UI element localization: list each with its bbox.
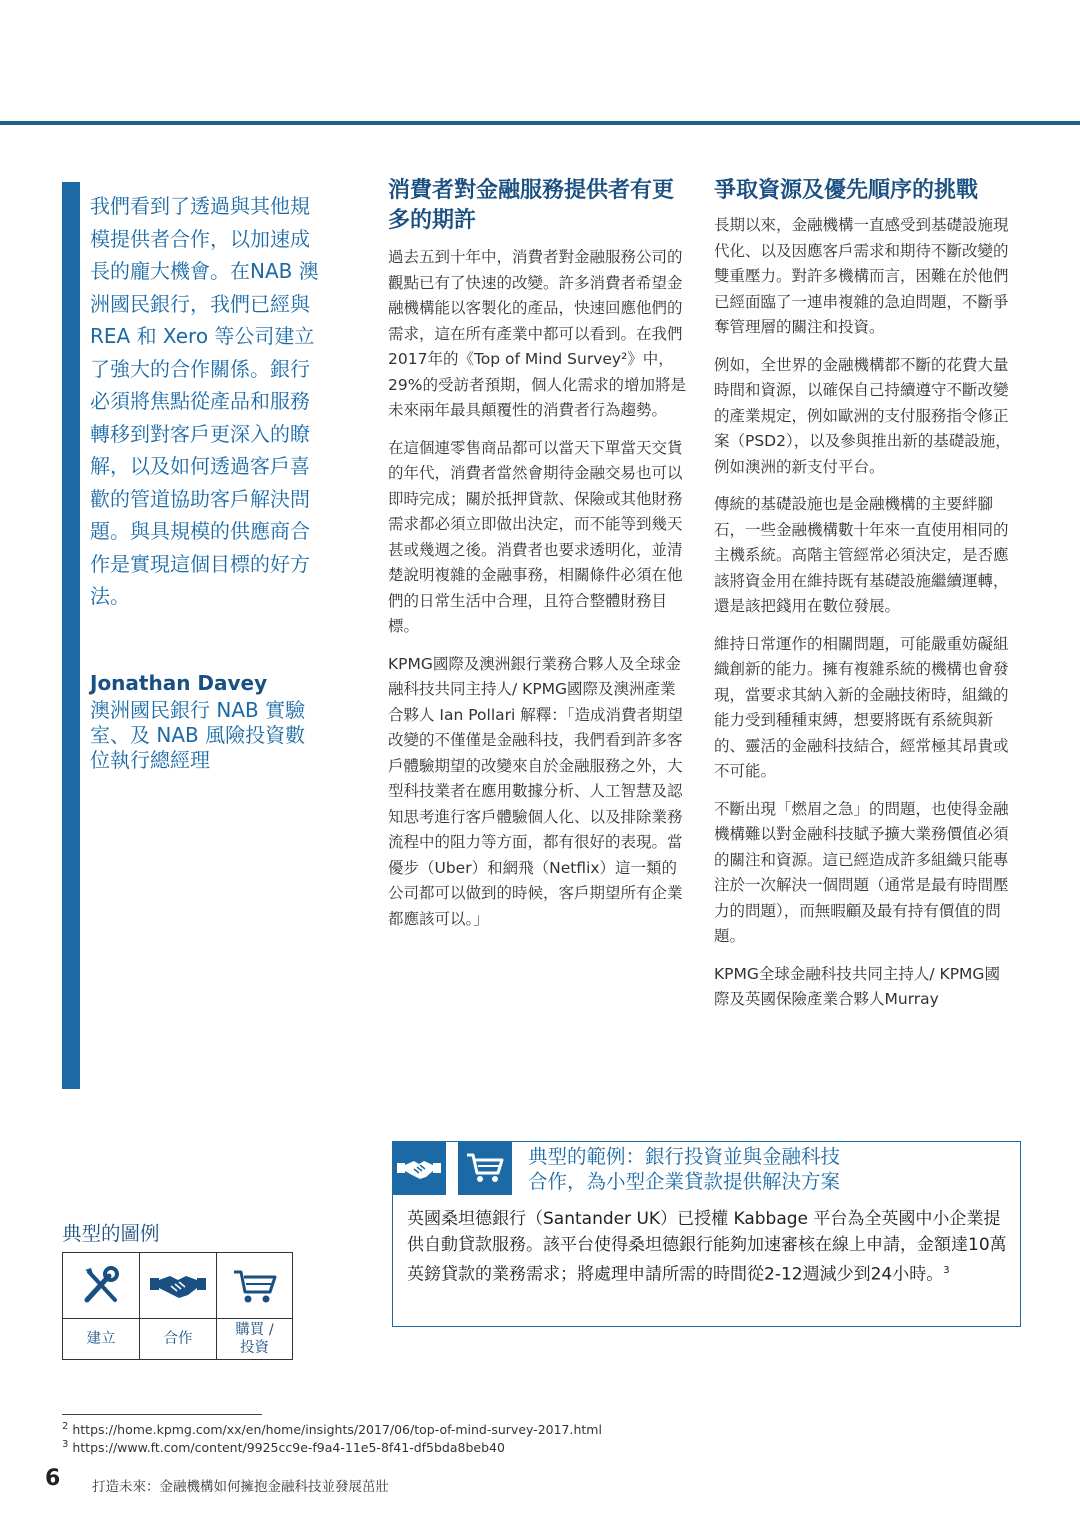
article1-heading: 消費者對金融服務提供者有更多的期許 [388,178,675,233]
page-number: 6 [45,1466,61,1491]
example-title-line2: 合作，為小型企業貸款提供解決方案 [528,1170,841,1193]
article1-body [388,245,688,944]
footnote-divider [62,1414,262,1415]
handshake-icon [140,1253,217,1319]
legend-label-partner: 合作 [140,1319,217,1359]
article1-paragraph: 在這個連零售商品都可以當天下單當天交貨的年代，消費者當然會期待金融交易也可以即時完成；關於抵押貸款、保險或其他財務需求都必須立即做出決定，而不能等到幾天甚或幾週之後。消費者也要求透明化，並清楚說明複雜的金融事務，相關條件必須在他們的日常生活中合理，且符合整體財務目標。 [388,438,683,635]
quote-accent-bar [62,182,80,1089]
legend-label-build: 建立 [63,1319,140,1359]
example-body-text: 英國桑坦德銀行（Santander UK）已授權 Kabbage 平台為全英國中小企業提供自動貸款服務。該平台使得桑坦德銀行能夠加速審核在線上申請，金額達10萬英鎊貸款的業務需求；將處理申請所需的時間從2-12週減少到24小時。 [407,1209,1007,1285]
legend-title: 典型的圖例 [62,1222,160,1245]
quote-attribution [90,668,322,773]
footnote [62,1436,505,1456]
example-body [407,1206,1013,1288]
article2-heading: 爭取資源及優先順序的挑戰 [714,178,979,203]
article2-paragraph: 長期以來，金融機構一直感受到基礎設施現代化、以及因應客戶需求和期待不斷改變的雙重壓力。對許多機構而言，困難在於他們已經面臨了一連串複雜的急迫問題，不斷爭奪管理層的關注和投資。 [714,216,1009,336]
pull-quote-text: 我們看到了透過與其他規模提供者合作，以加速成長的龐大機會。在NAB 澳洲國民銀行，我們已經與 REA 和 Xero 等公司建立了強大的合作關係。銀行必須將焦點從產品和服務轉移到對客戶更深入的瞭解，以及如何透過客戶喜歡的管道協助客戶解決問題。與具規模的供應商合作是實現這個目標的好方法。 [90,194,319,608]
example-title [528,1144,1008,1194]
article2-body [714,213,1014,1025]
article1-paragraph: KPMG國際及澳洲銀行業務合夥人及全球金融科技共同主持人/ KPMG國際及澳洲產業合夥人 Ian Pollari 解釋：「造成消費者期望改變的不僅僅是金融科技，我們看到許多客戶體驗期望的改變來自於金融服務之外，大型科技業者在應用數據分析、人工智慧及認知思考進行客戶體驗個人化、以及排除業務流程中的阻力等方面，都有很好的表現。當優步（Uber）和網飛（Netflix）這一類的公司都可以做到的時候，客戶期望所有企業都應該可以。」 [388,654,683,928]
article2-paragraph: 維持日常運作的相關問題，可能嚴重妨礙組織創新的能力。擁有複雜系統的機構也會發現，當要求其納入新的金融技術時，組織的能力受到種種束縛，想要將既有系統與新的、靈活的金融科技結合，經常極其昂貴或不可能。 [714,634,1009,780]
example-title-line1: 典型的範例：銀行投資並與金融科技 [528,1145,841,1168]
top-divider [0,121,1080,125]
wrench-screwdriver-icon [63,1253,140,1319]
article2-paragraph: 不斷出現「燃眉之急」的問題，也使得金融機構難以對金融科技賦予擴大業務價值必須的關注和資源。這已經造成許多組織只能專注於一次解決一個問題（通常是最有時間壓力的問題），而無暇顧及最有持有價值的問題。 [714,799,1009,945]
article2-paragraph: 傳統的基礎設施也是金融機構的主要絆腳石，一些金融機構數十年來一直使用相同的主機系統。高階主管經常必須決定，是否應該將資金用在維持既有基礎設施繼續運轉，還是該把錢用在數位發展。 [714,495,1009,615]
shopping-cart-icon [458,1141,512,1195]
handshake-icon [392,1141,446,1195]
quote-author-title: 澳洲國民銀行 NAB 實驗室、及 NAB 風險投資數位執行總經理 [90,698,306,772]
footnote-link[interactable]: https://www.ft.com/content/9925cc9e-f9a4-11e5-8f41-df5bda8beb40 [72,1440,505,1456]
article2-paragraph: KPMG全球金融科技共同主持人/ KPMG國際及英國保險產業合夥人Murray [714,964,1000,1008]
legend-table [62,1252,293,1360]
article2-paragraph: 例如，全世界的金融機構都不斷的花費大量時間和資源，以確保自己持續遵守不斷改變的產業規定，例如歐洲的支付服務指令修正案（PSD2），以及參與推出新的基礎設施，例如澳洲的新支付平台。 [714,355,1011,476]
legend-label-buy-invest: 購買 / 投資 [235,1322,274,1356]
footnote-link[interactable]: https://home.kpmg.com/xx/en/home/insights/2017/06/top-of-mind-survey-2017.html [72,1422,602,1438]
footnote-number: 3 [62,1439,69,1450]
shopping-cart-icon [217,1253,292,1319]
pull-quote [90,190,322,613]
article1-paragraph: 過去五到十年中，消費者對金融服務公司的觀點已有了快速的改變。許多消費者希望金融機構能以客製化的產品，快速回應他們的需求，這在所有產業中都可以看到。在我們2017年的《Top of Mind Survey²》中，29%的受訪者預期，個人化需求的增加將是未來兩年最具顛覆性的消費者行為趨勢。 [388,248,686,419]
footnote-ref: 3 [943,1265,950,1276]
footer-title: 打造未來：金融機構如何擁抱金融科技並發展茁壯 [92,1479,389,1495]
quote-author-name: Jonathan Davey [90,671,268,695]
footnote-number: 2 [62,1421,69,1432]
